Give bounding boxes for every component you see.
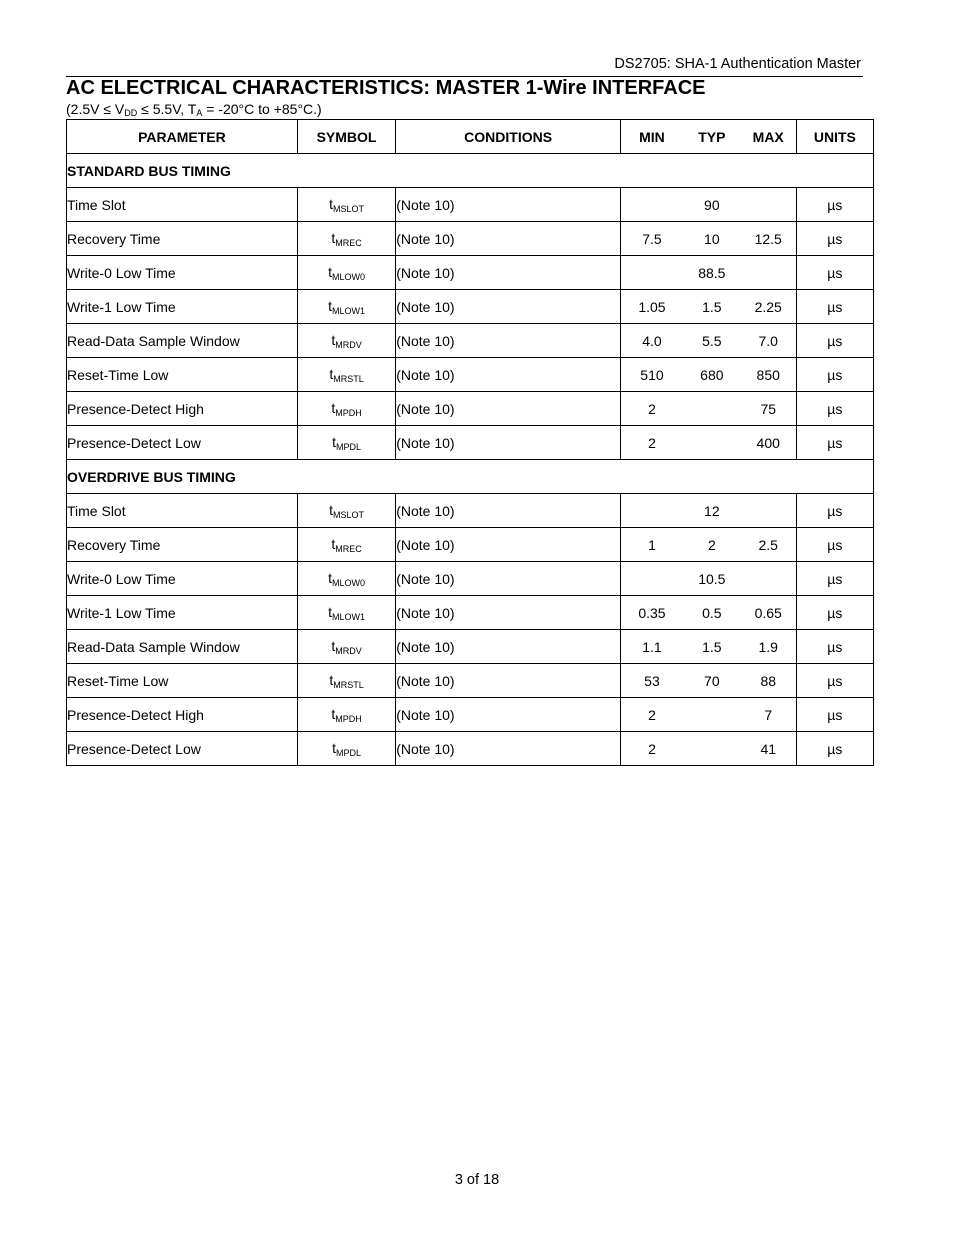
ta-subscript: A <box>196 108 203 118</box>
values-cell <box>621 256 797 290</box>
conditions-cell: (Note 10) <box>396 324 621 358</box>
symbol-cell <box>297 664 395 698</box>
values-cell <box>621 732 797 766</box>
min-value: 53 <box>644 672 660 689</box>
max-value <box>741 265 796 281</box>
values-group <box>621 333 796 349</box>
section-row <box>67 154 874 188</box>
units-cell: µs <box>796 494 873 528</box>
symbol-cell <box>297 324 395 358</box>
symbol-subscript: MRDV <box>335 339 362 350</box>
values-cell <box>621 222 797 256</box>
header-parameter: PARAMETER <box>67 120 298 154</box>
symbol-subscript: MPDH <box>335 407 362 418</box>
parameter-cell: Time Slot <box>67 188 298 222</box>
min-value <box>621 503 683 519</box>
conditions-cell: (Note 10) <box>396 596 621 630</box>
values-group <box>621 639 796 655</box>
max-value <box>741 571 796 587</box>
units-cell: µs <box>796 392 873 426</box>
min-value: 4.0 <box>642 332 662 349</box>
header-min: MIN <box>639 128 665 145</box>
symbol-cell <box>297 392 395 426</box>
min-value <box>621 571 683 587</box>
values-cell <box>621 426 797 460</box>
symbol-main: t <box>331 331 336 348</box>
units-cell: µs <box>796 426 873 460</box>
parameter-cell: Presence-Detect Low <box>67 426 298 460</box>
max-value <box>741 197 796 213</box>
values-cell <box>621 664 797 698</box>
symbol-main: t <box>329 195 333 212</box>
header-min-typ-max <box>621 120 797 154</box>
values-group <box>621 231 796 247</box>
table-row <box>67 222 874 256</box>
conditions-cell: (Note 10) <box>396 562 621 596</box>
symbol-main: t <box>332 433 336 450</box>
values-cell <box>621 290 797 324</box>
units-cell: µs <box>796 732 873 766</box>
symbol-subscript: MRSTL <box>333 373 364 384</box>
table-row <box>67 664 874 698</box>
symbol-main: t <box>331 229 336 246</box>
typ-value: 12 <box>704 502 720 519</box>
symbol-subscript: MSLOT <box>332 203 364 214</box>
parameter-cell: Write-1 Low Time <box>67 290 298 324</box>
conditions-cell: (Note 10) <box>396 426 621 460</box>
conditions-cell: (Note 10) <box>396 358 621 392</box>
units-cell: µs <box>796 528 873 562</box>
units-cell: µs <box>796 596 873 630</box>
symbol-cell <box>297 562 395 596</box>
values-group <box>621 503 796 519</box>
conditions-cell: (Note 10) <box>396 222 621 256</box>
values-group <box>621 367 796 383</box>
conditions-cell: (Note 10) <box>396 698 621 732</box>
section-row <box>67 460 874 494</box>
values-group <box>621 707 796 723</box>
values-cell <box>621 358 797 392</box>
symbol-cell <box>297 188 395 222</box>
typ-value: 70 <box>704 672 720 689</box>
values-cell <box>621 188 797 222</box>
section-title: STANDARD BUS TIMING <box>67 154 874 188</box>
symbol-subscript: MLOW1 <box>331 611 365 622</box>
table-row <box>67 188 874 222</box>
symbol-cell <box>297 358 395 392</box>
values-group <box>621 197 796 213</box>
typ-value <box>683 435 741 451</box>
header-symbol: SYMBOL <box>297 120 395 154</box>
values-group <box>621 435 796 451</box>
conditions-prefix: (2.5V ≤ V <box>66 101 125 117</box>
min-value <box>621 265 683 281</box>
symbol-main: t <box>331 637 336 654</box>
units-cell: µs <box>796 664 873 698</box>
header-typ: TYP <box>698 128 726 145</box>
table-row <box>67 698 874 732</box>
symbol-subscript: MRDV <box>335 645 362 656</box>
symbol-main: t <box>328 297 332 314</box>
values-group <box>621 299 796 315</box>
symbol-cell <box>297 630 395 664</box>
typ-value: 10.5 <box>698 570 726 587</box>
max-value: 0.65 <box>754 604 782 621</box>
min-value: 0.35 <box>638 604 666 621</box>
symbol-subscript: MREC <box>335 543 362 554</box>
parameter-cell: Presence-Detect Low <box>67 732 298 766</box>
typ-value: 2 <box>707 536 716 553</box>
symbol-subscript: MREC <box>335 237 362 248</box>
values-cell <box>621 528 797 562</box>
operating-conditions <box>66 101 322 118</box>
table-row <box>67 562 874 596</box>
symbol-cell <box>297 256 395 290</box>
symbol-main: t <box>332 739 336 756</box>
typ-value: 10 <box>704 230 720 247</box>
values-group <box>621 741 796 757</box>
units-cell: µs <box>796 358 873 392</box>
units-cell: µs <box>796 290 873 324</box>
typ-value: 0.5 <box>702 604 722 621</box>
values-cell <box>621 324 797 358</box>
symbol-cell <box>297 494 395 528</box>
values-cell <box>621 494 797 528</box>
units-cell: µs <box>796 256 873 290</box>
conditions-cell: (Note 10) <box>396 188 621 222</box>
max-value: 88 <box>760 672 777 689</box>
symbol-subscript: MPDL <box>335 747 361 758</box>
max-value: 850 <box>756 366 780 383</box>
max-value: 2.25 <box>754 298 782 315</box>
symbol-main: t <box>329 671 334 688</box>
header-conditions: CONDITIONS <box>396 120 621 154</box>
values-group <box>621 605 796 621</box>
min-value: 1.1 <box>642 638 662 655</box>
values-cell <box>621 630 797 664</box>
conditions-cell: (Note 10) <box>396 494 621 528</box>
min-value: 2 <box>648 706 656 723</box>
table-row <box>67 732 874 766</box>
conditions-suffix: = -20°C to +85°C.) <box>202 101 322 117</box>
min-value: 1.05 <box>638 298 666 315</box>
symbol-main: t <box>331 705 336 722</box>
max-value: 12.5 <box>754 230 782 247</box>
conditions-cell: (Note 10) <box>396 732 621 766</box>
max-value <box>741 503 796 519</box>
symbol-subscript: MLOW1 <box>331 305 365 316</box>
symbol-cell <box>297 528 395 562</box>
table-row <box>67 324 874 358</box>
table-row <box>67 494 874 528</box>
symbol-cell <box>297 596 395 630</box>
typ-value <box>683 707 741 723</box>
values-group <box>621 673 796 689</box>
parameter-cell: Write-0 Low Time <box>67 562 298 596</box>
table-row <box>67 528 874 562</box>
parameter-cell: Reset-Time Low <box>67 664 298 698</box>
values-group <box>621 537 796 553</box>
values-cell <box>621 596 797 630</box>
symbol-cell <box>297 426 395 460</box>
conditions-cell: (Note 10) <box>396 664 621 698</box>
symbol-subscript: MPDL <box>335 441 361 452</box>
symbol-main: t <box>328 263 332 280</box>
table-row <box>67 290 874 324</box>
max-value: 7 <box>764 706 773 723</box>
values-group <box>621 571 796 587</box>
typ-value: 1.5 <box>702 638 722 655</box>
typ-value <box>683 741 741 757</box>
units-cell: µs <box>796 562 873 596</box>
symbol-cell <box>297 290 395 324</box>
symbol-main: t <box>329 365 334 382</box>
min-value <box>621 197 683 213</box>
page-title: AC ELECTRICAL CHARACTERISTICS: MASTER 1-Wire INTERFACE <box>66 77 706 99</box>
symbol-cell <box>297 222 395 256</box>
units-cell: µs <box>796 630 873 664</box>
units-cell: µs <box>796 698 873 732</box>
table-row <box>67 426 874 460</box>
min-value: 2 <box>648 434 656 451</box>
max-value: 1.9 <box>758 638 778 655</box>
parameter-cell: Presence-Detect High <box>67 698 298 732</box>
parameter-cell: Time Slot <box>67 494 298 528</box>
vdd-subscript: DD <box>124 108 138 118</box>
typ-value <box>683 401 741 417</box>
units-cell: µs <box>796 188 873 222</box>
min-value: 7.5 <box>642 230 662 247</box>
ac-characteristics-table <box>66 119 874 766</box>
running-header: DS2705: SHA-1 Authentication Master <box>614 56 861 72</box>
parameter-cell: Write-0 Low Time <box>67 256 298 290</box>
conditions-cell: (Note 10) <box>396 290 621 324</box>
symbol-main: t <box>331 535 336 552</box>
max-value: 41 <box>760 740 777 757</box>
values-cell <box>621 562 797 596</box>
values-group <box>621 265 796 281</box>
symbol-main: t <box>328 603 332 620</box>
values-cell <box>621 392 797 426</box>
symbol-main: t <box>328 569 332 586</box>
parameter-cell: Recovery Time <box>67 222 298 256</box>
table-row <box>67 256 874 290</box>
max-value: 75 <box>760 400 777 417</box>
table-header-row <box>67 120 874 154</box>
units-cell: µs <box>796 324 873 358</box>
symbol-subscript: MLOW0 <box>331 577 365 588</box>
values-cell <box>621 698 797 732</box>
max-value: 400 <box>756 434 780 451</box>
min-value: 510 <box>640 366 664 383</box>
typ-value: 88.5 <box>698 264 726 281</box>
units-cell: µs <box>796 222 873 256</box>
symbol-main: t <box>331 399 336 416</box>
max-value: 2.5 <box>758 536 778 553</box>
section-title: OVERDRIVE BUS TIMING <box>67 460 874 494</box>
page-number: 3 of 18 <box>454 1172 500 1188</box>
parameter-cell: Recovery Time <box>67 528 298 562</box>
min-value: 2 <box>648 740 656 757</box>
conditions-cell: (Note 10) <box>396 392 621 426</box>
parameter-cell: Read-Data Sample Window <box>67 630 298 664</box>
typ-value: 680 <box>700 366 724 383</box>
conditions-cell: (Note 10) <box>396 630 621 664</box>
table-body <box>67 154 874 766</box>
conditions-middle: ≤ 5.5V, T <box>137 101 197 117</box>
max-value: 7.0 <box>758 332 778 349</box>
header-max: MAX <box>752 128 784 145</box>
symbol-cell <box>297 698 395 732</box>
parameter-cell: Write-1 Low Time <box>67 596 298 630</box>
symbol-main: t <box>329 501 333 518</box>
min-value: 1 <box>648 536 656 553</box>
conditions-cell: (Note 10) <box>396 528 621 562</box>
table-row <box>67 392 874 426</box>
header-units: UNITS <box>796 120 873 154</box>
typ-value: 1.5 <box>702 298 722 315</box>
typ-value: 90 <box>704 196 720 213</box>
symbol-cell <box>297 732 395 766</box>
parameter-cell: Presence-Detect High <box>67 392 298 426</box>
conditions-cell: (Note 10) <box>396 256 621 290</box>
min-value: 2 <box>648 400 656 417</box>
symbol-subscript: MSLOT <box>332 509 364 520</box>
typ-value: 5.5 <box>702 332 722 349</box>
symbol-subscript: MPDH <box>335 713 362 724</box>
table-row <box>67 630 874 664</box>
table-row <box>67 596 874 630</box>
parameter-cell: Reset-Time Low <box>67 358 298 392</box>
table-row <box>67 358 874 392</box>
symbol-subscript: MLOW0 <box>331 271 365 282</box>
symbol-subscript: MRSTL <box>333 679 364 690</box>
parameter-cell: Read-Data Sample Window <box>67 324 298 358</box>
values-group <box>621 401 796 417</box>
